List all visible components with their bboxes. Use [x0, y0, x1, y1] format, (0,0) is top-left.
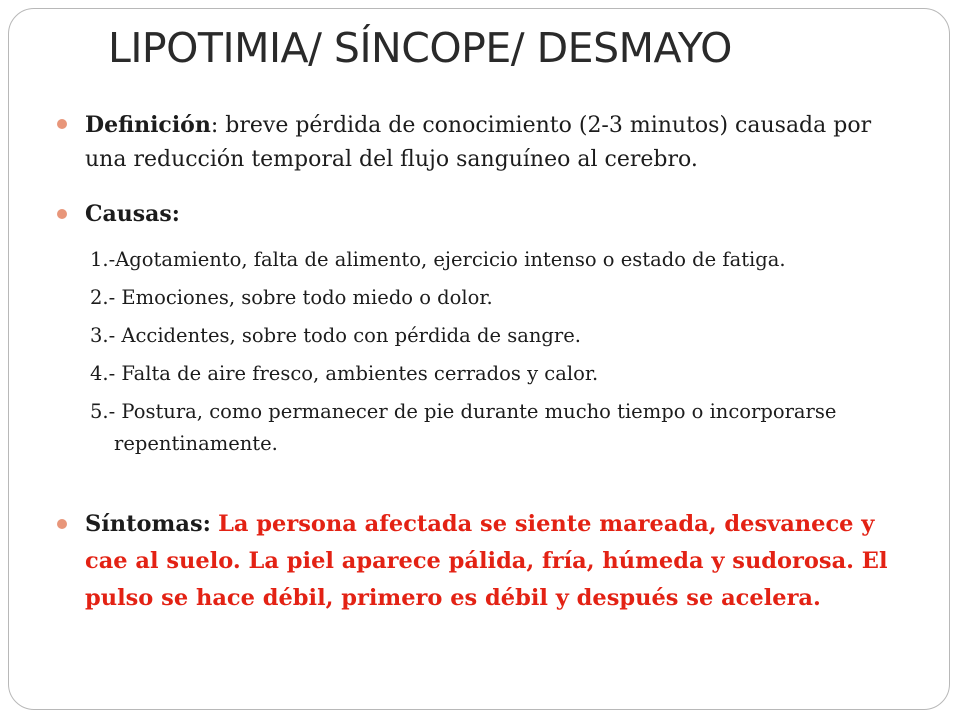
bullet-dot-icon: [57, 119, 67, 129]
cause-item-3: 3.- Accidentes, sobre todo con pérdida de sangre.: [90, 324, 581, 347]
sintomas-label: Síntomas:: [85, 511, 211, 537]
bullet-sintomas: [60, 506, 905, 617]
bullet-definicion: [60, 108, 905, 177]
cause-item-1: 1.-Agotamiento, falta de alimento, ejercicio intenso o estado de fatiga.: [90, 248, 786, 271]
causas-list: [90, 244, 920, 466]
bullet-dot-icon: [57, 209, 67, 219]
bullet-dot-icon: [57, 519, 67, 529]
causas-label: Causas:: [85, 201, 180, 227]
slide-title: LIPOTIMIA/ SÍNCOPE/ DESMAYO: [108, 24, 732, 72]
sintomas-content: [60, 506, 905, 617]
cause-item-4: 4.- Falta de aire fresco, ambientes cerrados y calor.: [90, 362, 599, 385]
bullet-causas: [60, 197, 905, 232]
definicion-text: : breve pérdida de conocimiento (2-3 minutos) causada por una reducción temporal del flujo sanguíneo al cerebro.: [85, 113, 872, 172]
causas-content: [60, 197, 905, 232]
definicion-label: Definición: [85, 112, 211, 138]
cause-item-5: 5.- Postura, como permanecer de pie durante mucho tiempo o incorporarse repentinamente.: [90, 400, 837, 455]
sintomas-text: La persona afectada se siente mareada, desvanece y cae al suelo. La piel aparece pálida, fría, húmeda y sudorosa. El pulso se hace débil, primero es débil y después se acelera.: [85, 511, 888, 611]
definicion-content: [60, 108, 905, 177]
cause-item-2: 2.- Emociones, sobre todo miedo o dolor.: [90, 286, 493, 309]
